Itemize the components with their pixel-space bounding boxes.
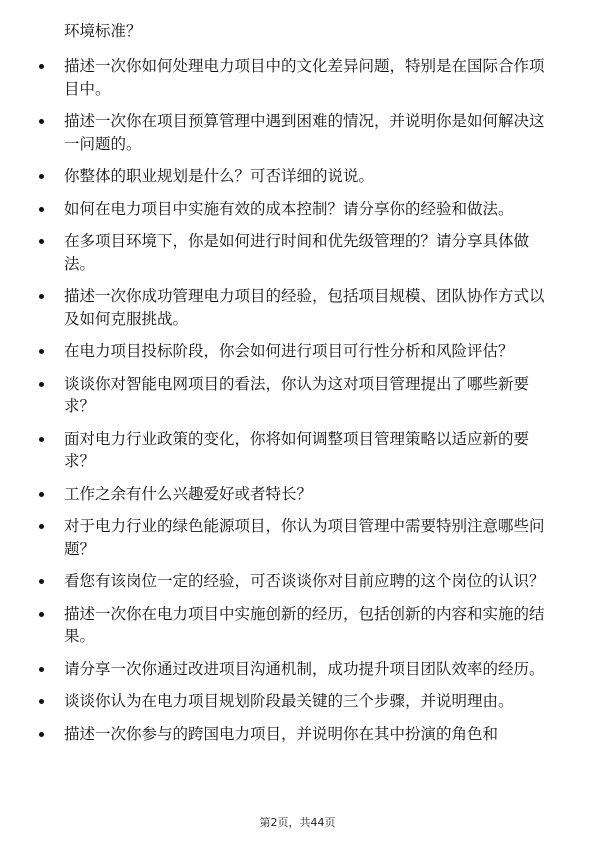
- question-text: 描述一次你在电力项目中实施创新的经历，包括创新的内容和实施的结果。: [64, 604, 545, 645]
- list-item: [0, 285, 595, 330]
- list-item: [0, 428, 595, 473]
- list-item: [0, 165, 595, 188]
- bullet-icon: [39, 294, 44, 299]
- bullet-icon: [39, 699, 44, 704]
- question-text: 描述一次你参与的跨国电力项目，并说明你在其中扮演的角色和: [64, 724, 499, 743]
- question-text: 面对电力行业政策的变化，你将如何调整项目管理策略以适应新的要求？: [64, 429, 530, 470]
- bullet-icon: [39, 119, 44, 124]
- list-item: [0, 110, 595, 155]
- list-item: [0, 658, 595, 681]
- bullet-icon: [39, 437, 44, 442]
- question-text: 在电力项目投标阶段，你会如何进行项目可行性分析和风险评估？: [64, 342, 514, 360]
- question-text: 谈谈你认为在电力项目规划阶段最关键的三个步骤，并说明理由。: [64, 692, 514, 710]
- question-text: 对于电力行业的绿色能源项目，你认为项目管理中需要特别注意哪些问题？: [64, 517, 545, 558]
- bullet-icon: [39, 667, 44, 672]
- bullet-icon: [39, 174, 44, 179]
- bullet-icon: [39, 732, 44, 737]
- bullet-icon: [39, 239, 44, 244]
- bullet-icon: [39, 579, 44, 584]
- page-number-footer: 第2页，共44页: [259, 816, 336, 829]
- list-item: [0, 483, 595, 506]
- question-text: 如何在电力项目中实施有效的成本控制？请分享你的经验和做法。: [64, 199, 514, 218]
- question-text: 描述一次你在项目预算管理中遇到困难的情况，并说明你是如何解决这一问题的。: [64, 112, 545, 153]
- question-text: 谈谈你对智能电网项目的看法，你认为这对项目管理提出了哪些新要求？: [64, 374, 530, 415]
- bullet-icon: [39, 382, 44, 387]
- question-list: [0, 55, 595, 755]
- bullet-icon: [39, 492, 44, 497]
- list-item: [0, 690, 595, 713]
- bullet-icon: [39, 524, 44, 529]
- list-item: [0, 373, 595, 418]
- question-text: 工作之余有什么兴趣爱好或者特长？: [64, 484, 313, 503]
- question-text: 看您有该岗位一定的经验，可否谈谈你对目前应聘的这个岗位的认识？: [64, 572, 545, 590]
- list-item: [0, 603, 595, 648]
- list-item: [0, 55, 595, 100]
- list-item: [0, 230, 595, 275]
- bullet-icon: [39, 207, 44, 212]
- question-text: 在多项目环境下，你是如何进行时间和优先级管理的？请分享具体做法。: [64, 232, 530, 273]
- bullet-icon: [39, 612, 44, 617]
- question-text: 描述一次你成功管理电力项目的经验，包括项目规模、团队协作方式以及如何克服挑战。: [64, 287, 545, 328]
- list-item: [0, 198, 595, 221]
- continued-question-text: 环境标准？: [64, 22, 142, 40]
- list-item: [0, 340, 595, 363]
- list-item: [0, 570, 595, 593]
- bullet-icon: [39, 349, 44, 354]
- question-text: 描述一次你如何处理电力项目中的文化差异问题，特别是在国际合作项目中。: [64, 57, 545, 98]
- list-item: [0, 515, 595, 560]
- list-item: [0, 723, 595, 746]
- question-text: 请分享一次你通过改进项目沟通机制，成功提升项目团队效率的经历。: [64, 659, 545, 678]
- question-text: 你整体的职业规划是什么？可否详细的说说。: [64, 167, 375, 185]
- bullet-icon: [39, 64, 44, 69]
